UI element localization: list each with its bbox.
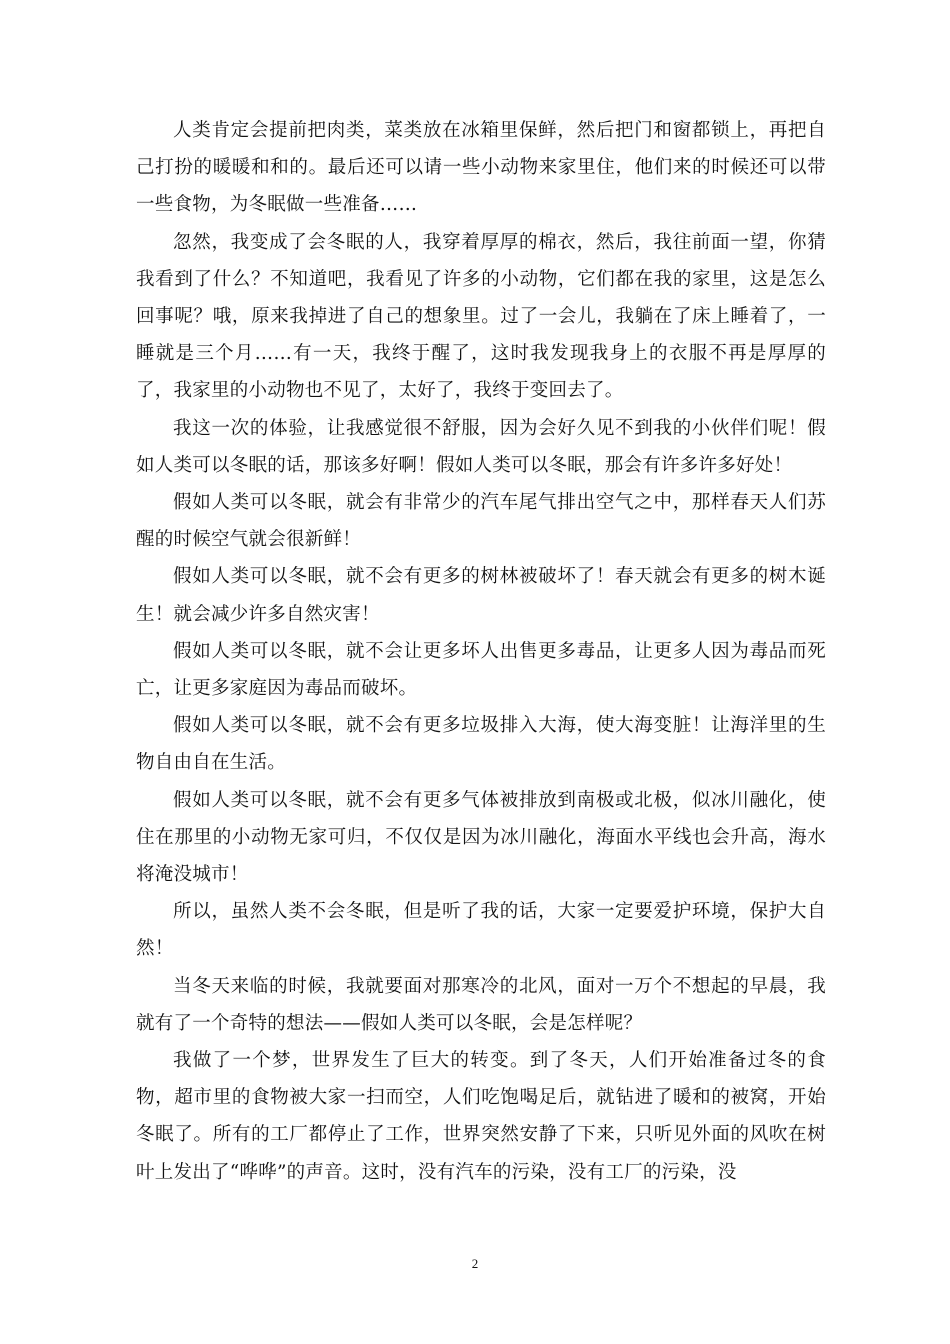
paragraph: 假如人类可以冬眠，就不会有更多垃圾排入大海，使大海变脏！让海洋里的生物自由自在生活。	[136, 715, 826, 774]
paragraph: 我做了一个梦，世界发生了巨大的转变。到了冬天，人们开始准备过冬的食物，超市里的食物被大家一扫而空，人们吃饱喝足后，就钻进了暖和的被窝，开始冬眠了。所有的工厂都停止了工作，世界突然安静了下来，只听见外面的风吹在树叶上发出了“哗哗”的声音。这时，没有汽车的污染，没有工厂的污染，没	[136, 1050, 826, 1183]
paragraph: 假如人类可以冬眠，就会有非常少的汽车尾气排出空气之中，那样春天人们苏醒的时候空气就会很新鲜！	[136, 492, 826, 551]
paragraph: 人类肯定会提前把肉类，菜类放在冰箱里保鲜，然后把门和窗都锁上，再把自己打扮的暖暖和和的。最后还可以请一些小动物来家里住，他们来的时候还可以带一些食物，为冬眠做一些准备……	[136, 120, 826, 216]
paragraph: 假如人类可以冬眠，就不会让更多坏人出售更多毒品，让更多人因为毒品而死亡，让更多家庭因为毒品而破坏。	[136, 640, 826, 700]
paragraph: 所以，虽然人类不会冬眠，但是听了我的话，大家一定要爱护环境，保护大自然！	[136, 901, 826, 960]
paragraph: 假如人类可以冬眠，就不会有更多气体被排放到南极或北极，似冰川融化，使住在那里的小动物无家可归，不仅仅是因为冰川融化，海面水平线也会升高，海水将淹没城市！	[136, 789, 826, 886]
page-number: 2	[471, 1256, 479, 1271]
paragraph: 当冬天来临的时候，我就要面对那寒冷的北风，面对一万个不想起的早晨，我就有了一个奇特的想法——假如人类可以冬眠，会是怎样呢？	[136, 975, 826, 1034]
paragraph: 忽然，我变成了会冬眠的人，我穿着厚厚的棉衣，然后，我往前面一望，你猜我看到了什么？不知道吧，我看见了许多的小动物，它们都在我的家里，这是怎么回事呢？哦，原来我掉进了自己的想象里。过了一会儿，我躺在了床上睡着了，一睡就是三个月……有一天，我终于醒了，这时我发现我身上的衣服不再是厚厚的了，我家里的小动物也不见了，太好了，我终于变回去了。	[136, 231, 826, 402]
paragraph: 我这一次的体验，让我感觉很不舒服，因为会好久见不到我的小伙伴们呢！假如人类可以冬眠的话，那该多好啊！假如人类可以冬眠，那会有许多许多好处！	[136, 417, 826, 476]
body-text	[136, 112, 826, 1191]
paragraph: 假如人类可以冬眠，就不会有更多的树林被破坏了！春天就会有更多的树木诞生！就会减少许多自然灾害！	[136, 566, 826, 625]
